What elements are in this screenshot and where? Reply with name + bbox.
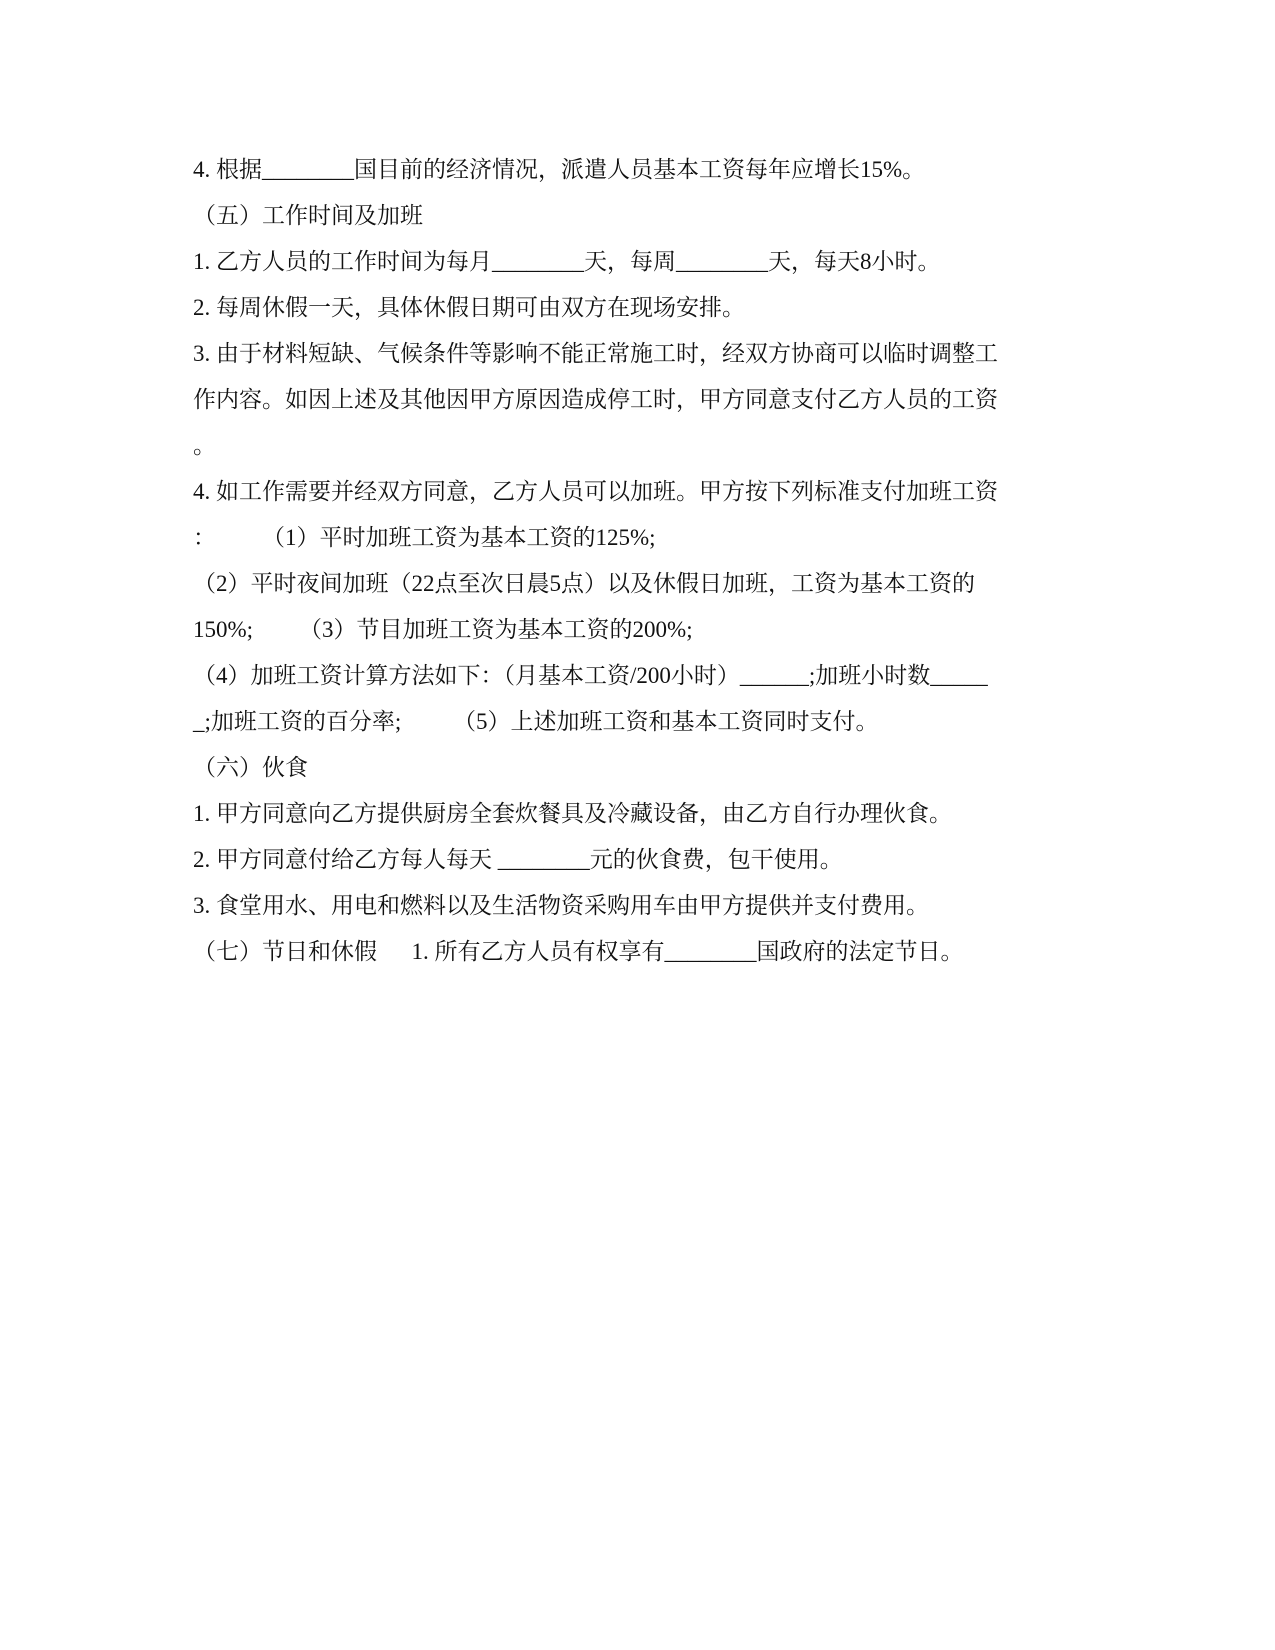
text-line-8: 4. 如工作需要并经双方同意，乙方人员可以加班。甲方按下列标准支付加班工资 — [193, 479, 998, 504]
text-line-4: 2. 每周休假一天，具体休假日期可由双方在现场安排。 — [193, 295, 745, 320]
text-line-18: （七）节日和休假 1. 所有乙方人员有权享有________国政府的法定节日。 — [193, 939, 964, 964]
text-line-15: 1. 甲方同意向乙方提供厨房全套炊餐具及冷藏设备，由乙方自行办理伙食。 — [193, 801, 952, 826]
text-line-9: ： （1）平时加班工资为基本工资的125%; — [193, 525, 656, 550]
section-heading-meals: （六）伙食 — [193, 755, 308, 780]
text-line-6: 作内容。如因上述及其他因甲方原因造成停工时，甲方同意支付乙方人员的工资 — [193, 387, 998, 412]
text-line-11: 150%; （3）节目加班工资为基本工资的200%; — [193, 617, 693, 642]
text-line-13: _;加班工资的百分率; （5）上述加班工资和基本工资同时支付。 — [193, 709, 879, 734]
text-line-16: 2. 甲方同意付给乙方每人每天 ________元的伙食费，包干使用。 — [193, 847, 843, 872]
text-line-5: 3. 由于材料短缺、气候条件等影响不能正常施工时，经双方协商可以临时调整工 — [193, 341, 998, 366]
text-line-12: （4）加班工资计算方法如下：（月基本工资/200小时）______;加班小时数_____ — [193, 663, 988, 688]
text-line-3: 1. 乙方人员的工作时间为每月________天，每周________天，每天8小时。 — [193, 249, 941, 274]
text-line-10: （2）平时夜间加班（22点至次日晨5点）以及休假日加班，工资为基本工资的 — [193, 571, 975, 596]
text-line-7: 。 — [193, 433, 216, 458]
text-line-17: 3. 食堂用水、用电和燃料以及生活物资采购用车由甲方提供并支付费用。 — [193, 893, 929, 918]
text-line-1: 4. 根据________国目前的经济情况，派遣人员基本工资每年应增长15%。 — [193, 157, 926, 182]
section-heading-work-hours: （五）工作时间及加班 — [193, 203, 423, 228]
